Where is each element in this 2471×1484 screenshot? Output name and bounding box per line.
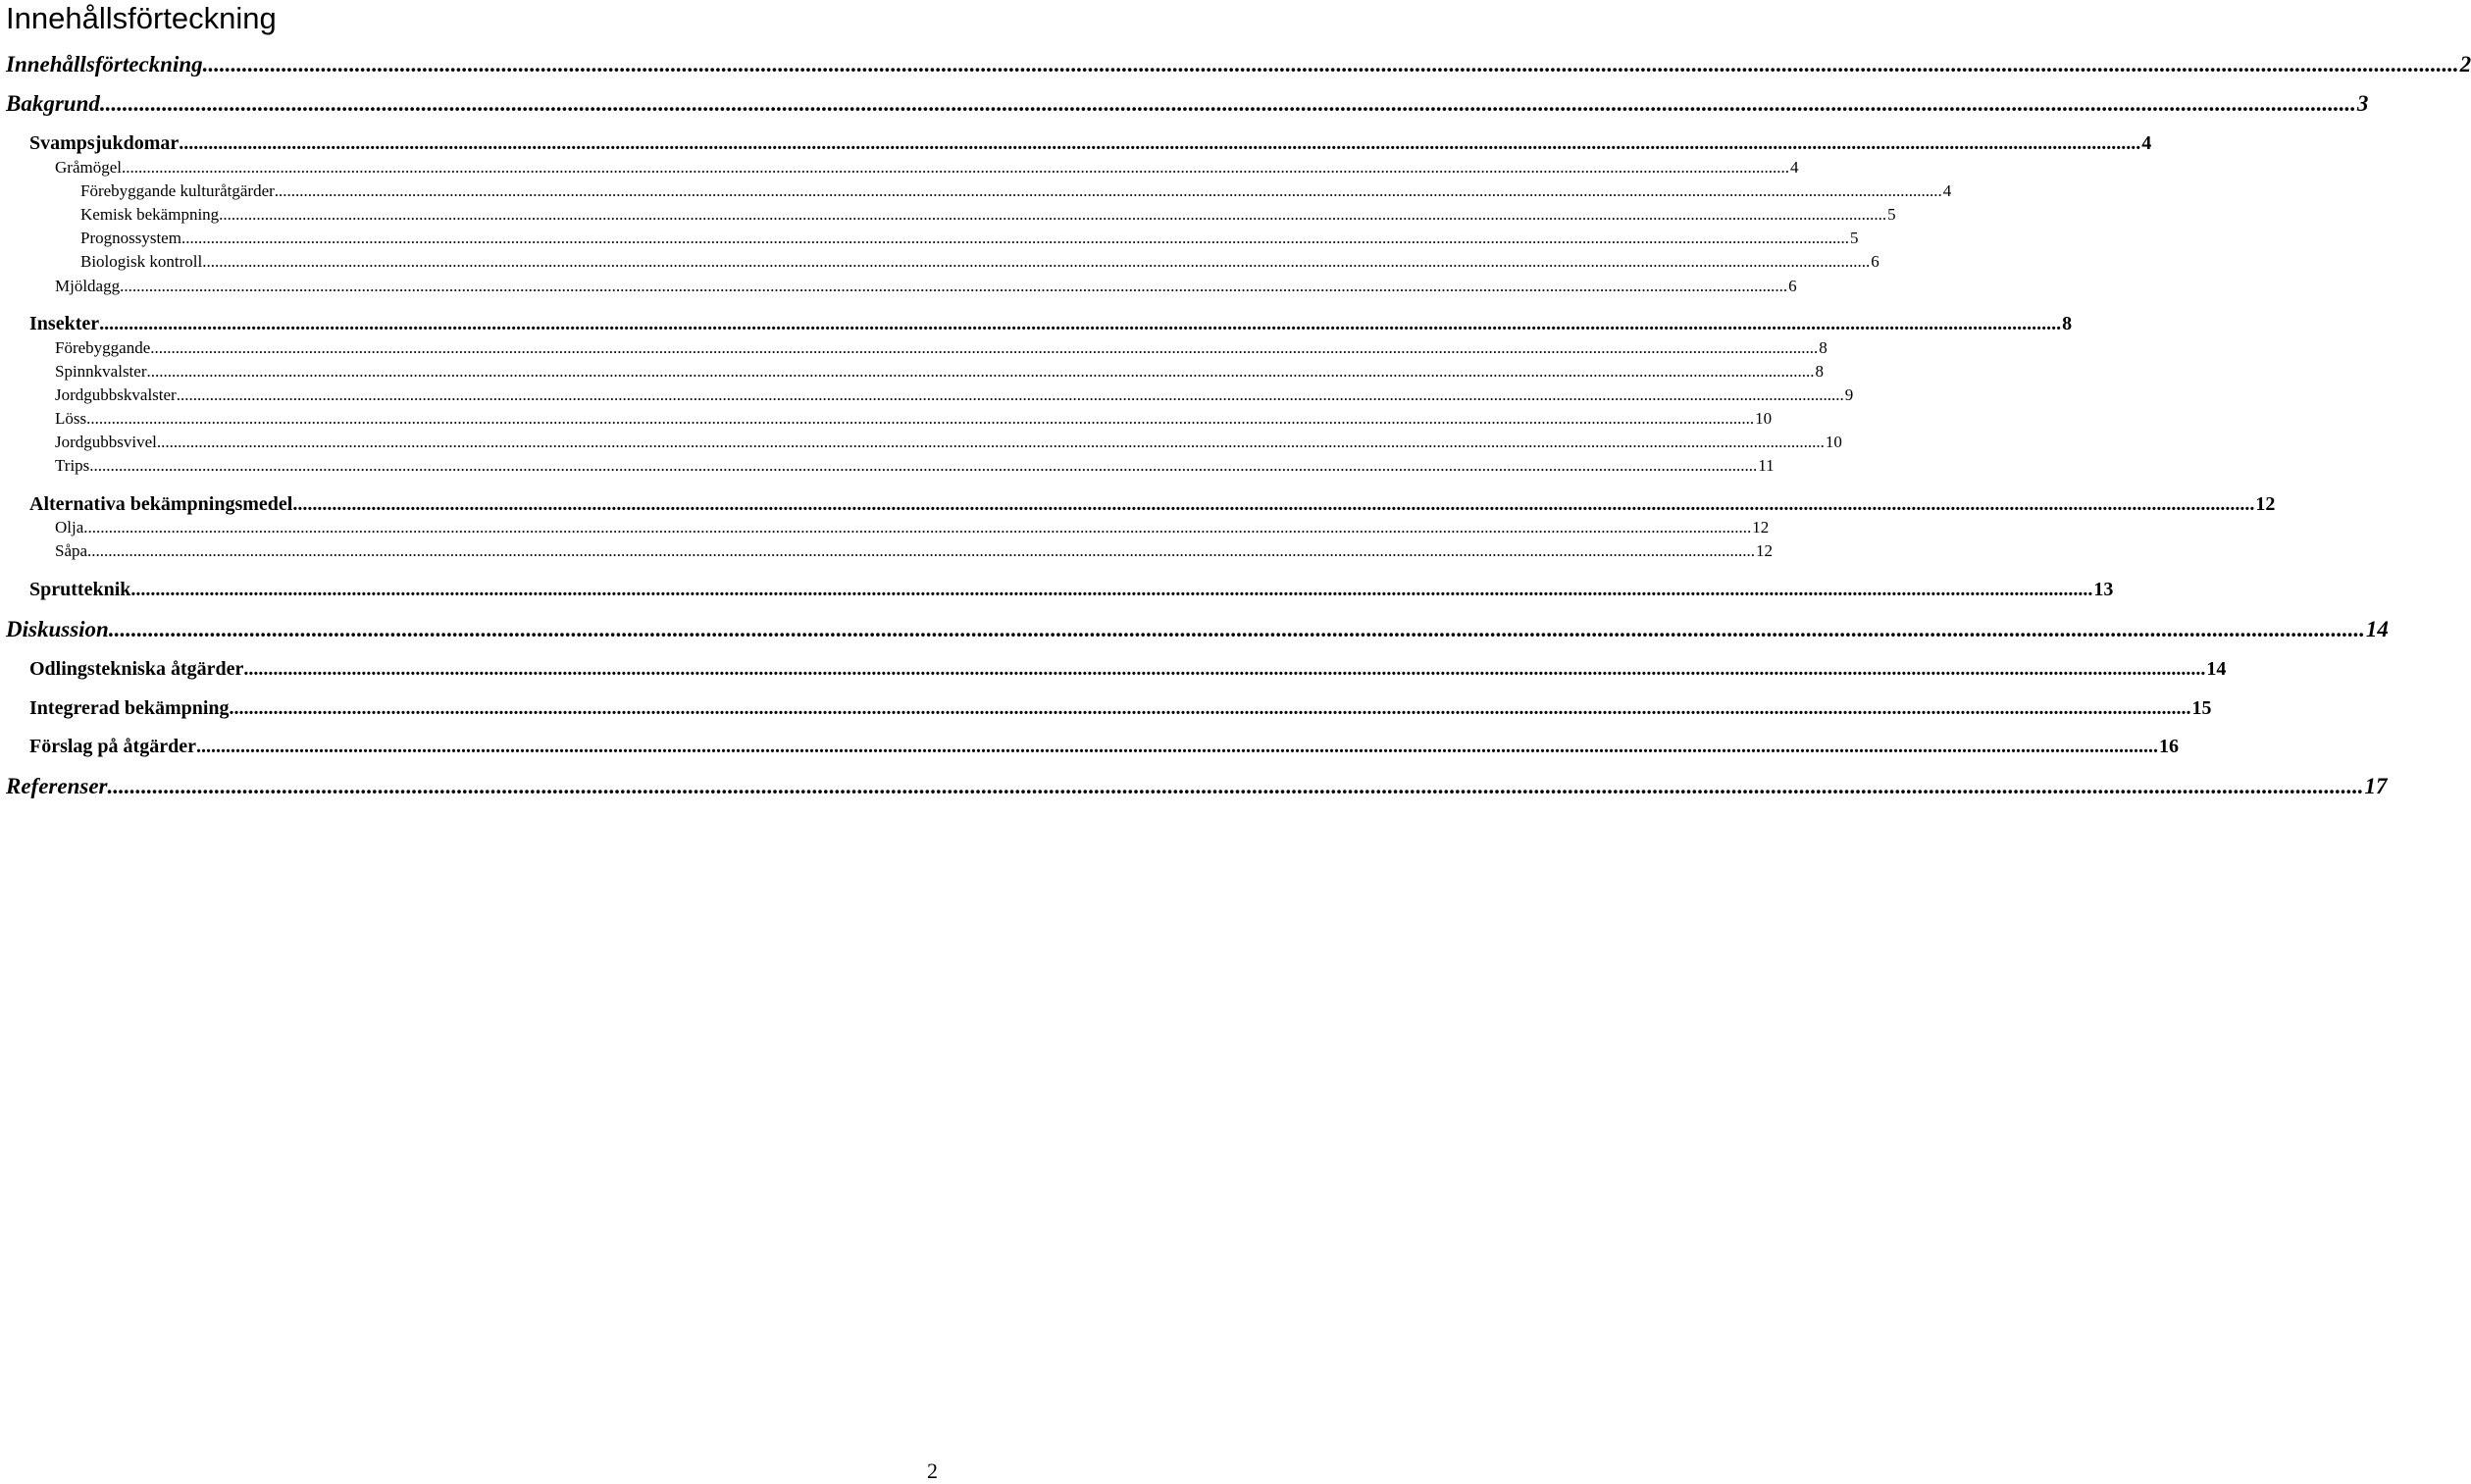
toc-dot-leader: ................................................................................................................................................................................................................................................................................................................................................................................................................ xyxy=(202,252,1871,271)
toc-entry-label: Insekter xyxy=(29,313,100,334)
toc-dot-leader: ................................................................................................................................................................................................................................................................................................................................................................................................................ xyxy=(99,313,2062,334)
toc-entry-label: Integrerad bekämpning xyxy=(29,697,230,719)
toc-entry-page: 12 xyxy=(1756,541,1774,560)
toc-dot-leader: ................................................................................................................................................................................................................................................................................................................................................................................................................ xyxy=(86,409,1755,428)
toc-entry-label: Gråmögel xyxy=(55,158,122,177)
toc-dot-leader: ................................................................................................................................................................................................................................................................................................................................................................................................................ xyxy=(83,518,1752,537)
toc-dot-leader: ................................................................................................................................................................................................................................................................................................................................................................................................................ xyxy=(99,91,2356,116)
toc-entry[interactable] xyxy=(6,616,2389,643)
toc-entry[interactable] xyxy=(80,251,1879,272)
toc-entry[interactable] xyxy=(6,90,2369,118)
toc-entry-label: Prognossystem xyxy=(80,229,181,247)
toc-entry-label: Diskussion xyxy=(6,617,109,641)
toc-dot-leader: ................................................................................................................................................................................................................................................................................................................................................................................................................ xyxy=(146,362,1815,381)
toc-dot-leader: ................................................................................................................................................................................................................................................................................................................................................................................................................ xyxy=(179,132,2141,154)
toc-dot-leader: ................................................................................................................................................................................................................................................................................................................................................................................................................ xyxy=(108,617,2365,641)
toc-entry-page: 14 xyxy=(2365,617,2389,641)
toc-entry-label: Förslag på åtgärder xyxy=(29,736,196,757)
toc-entry-label: Jordgubbskvalster xyxy=(55,385,177,404)
toc-entry[interactable] xyxy=(6,773,2388,800)
toc-dot-leader: ................................................................................................................................................................................................................................................................................................................................................................................................................ xyxy=(121,158,1789,177)
toc-entry[interactable] xyxy=(29,578,2114,601)
toc-dot-leader: ................................................................................................................................................................................................................................................................................................................................................................................................................ xyxy=(89,456,1758,475)
toc-entry[interactable] xyxy=(55,276,1797,296)
toc-entry[interactable] xyxy=(29,657,2227,681)
toc-entry-label: Förebyggande kulturåtgärder xyxy=(80,181,275,200)
toc-entry-page: 15 xyxy=(2191,697,2212,719)
toc-entry-label: Mjöldagg xyxy=(55,277,121,295)
toc-entry[interactable] xyxy=(80,228,1859,248)
toc-entry[interactable] xyxy=(55,455,1775,476)
toc-entry-label: Trips xyxy=(55,456,90,475)
toc-dot-leader: ................................................................................................................................................................................................................................................................................................................................................................................................................ xyxy=(229,697,2191,719)
toc-entry-label: Biologisk kontroll xyxy=(80,252,203,271)
toc-entry-label: Sprutteknik xyxy=(29,579,131,600)
toc-entry-page: 6 xyxy=(1788,277,1797,295)
toc-entry-label: Förebyggande xyxy=(55,338,151,357)
toc-entry-page: 4 xyxy=(2141,132,2152,154)
page-number: 2 xyxy=(927,1458,938,1483)
toc-entry-label: Odlingstekniska åtgärder xyxy=(29,658,244,680)
toc-entry-label: Referenser xyxy=(6,774,108,798)
toc-dot-leader: ................................................................................................................................................................................................................................................................................................................................................................................................................ xyxy=(274,181,1942,200)
toc-dot-leader: ................................................................................................................................................................................................................................................................................................................................................................................................................ xyxy=(219,205,1887,224)
toc-entry[interactable] xyxy=(29,312,2073,335)
toc-dot-leader: ................................................................................................................................................................................................................................................................................................................................................................................................................ xyxy=(107,774,2364,798)
toc-entry-page: 8 xyxy=(1815,362,1824,381)
toc-entry-label: Olja xyxy=(55,518,84,537)
toc-entry[interactable] xyxy=(55,432,1842,452)
toc-dot-leader: ................................................................................................................................................................................................................................................................................................................................................................................................................ xyxy=(87,541,1756,560)
toc-entry-label: Kemisk bekämpning xyxy=(80,205,220,224)
toc-entry-page: 4 xyxy=(1789,158,1799,177)
toc-entry-page: 8 xyxy=(1819,338,1828,357)
page-title: Innehållsförteckning xyxy=(6,1,277,35)
toc-entry-page: 5 xyxy=(1849,229,1859,247)
toc-entry-page: 4 xyxy=(1942,181,1952,200)
toc-entry[interactable] xyxy=(29,696,2212,720)
toc-entry-page: 12 xyxy=(2255,493,2276,515)
toc-entry-page: 14 xyxy=(2206,658,2227,680)
toc-dot-leader: ................................................................................................................................................................................................................................................................................................................................................................................................................ xyxy=(202,52,2459,77)
toc-entry-page: 6 xyxy=(1871,252,1879,271)
toc-entry-label: Innehållsförteckning xyxy=(6,52,203,77)
toc-entry-page: 16 xyxy=(2158,736,2179,757)
toc-dot-leader: ................................................................................................................................................................................................................................................................................................................................................................................................................ xyxy=(195,736,2158,757)
toc-entry[interactable] xyxy=(55,361,1824,382)
toc-entry-label: Löss xyxy=(55,409,87,428)
toc-entry-label: Såpa xyxy=(55,541,88,560)
toc-entry-page: 5 xyxy=(1887,205,1896,224)
toc-entry[interactable] xyxy=(6,51,2471,78)
toc-entry-label: Svampsjukdomar xyxy=(29,132,180,154)
toc-entry-page: 13 xyxy=(2093,579,2114,600)
toc-entry[interactable] xyxy=(80,180,1952,201)
toc-entry-label: Alternativa bekämpningsmedel xyxy=(29,493,293,515)
toc-entry-page: 9 xyxy=(1844,385,1854,404)
toc-entry[interactable] xyxy=(29,131,2152,155)
toc-entry-label: Jordgubbsvivel xyxy=(55,433,157,451)
toc-entry[interactable] xyxy=(80,204,1896,225)
toc-dot-leader: ................................................................................................................................................................................................................................................................................................................................................................................................................ xyxy=(180,229,1849,247)
toc-entry[interactable] xyxy=(29,492,2276,516)
toc-entry[interactable] xyxy=(55,337,1828,358)
toc-entry-page: 17 xyxy=(2364,774,2388,798)
toc-entry[interactable] xyxy=(55,517,1770,537)
toc-entry[interactable] xyxy=(55,408,1773,429)
toc-dot-leader: ................................................................................................................................................................................................................................................................................................................................................................................................................ xyxy=(150,338,1819,357)
toc-entry-label: Spinnkvalster xyxy=(55,362,147,381)
toc-entry-page: 2 xyxy=(2459,52,2471,77)
toc-dot-leader: ................................................................................................................................................................................................................................................................................................................................................................................................................ xyxy=(120,277,1788,295)
toc-entry[interactable] xyxy=(29,735,2179,758)
toc-dot-leader: ................................................................................................................................................................................................................................................................................................................................................................................................................ xyxy=(243,658,2206,680)
toc-entry-page: 12 xyxy=(1752,518,1770,537)
toc-entry[interactable] xyxy=(55,157,1799,178)
toc-dot-leader: ................................................................................................................................................................................................................................................................................................................................................................................................................ xyxy=(130,579,2093,600)
toc-entry[interactable] xyxy=(55,540,1774,561)
toc-entry-page: 8 xyxy=(2062,313,2073,334)
toc-dot-leader: ................................................................................................................................................................................................................................................................................................................................................................................................................ xyxy=(292,493,2255,515)
toc-entry-label: Bakgrund xyxy=(6,91,100,116)
toc-dot-leader: ................................................................................................................................................................................................................................................................................................................................................................................................................ xyxy=(156,433,1825,451)
toc-dot-leader: ................................................................................................................................................................................................................................................................................................................................................................................................................ xyxy=(176,385,1844,404)
toc-entry-page: 11 xyxy=(1758,456,1775,475)
toc-entry[interactable] xyxy=(55,384,1854,405)
toc-entry-page: 10 xyxy=(1825,433,1842,451)
toc-entry-page: 10 xyxy=(1755,409,1773,428)
toc-entry-page: 3 xyxy=(2356,91,2369,116)
